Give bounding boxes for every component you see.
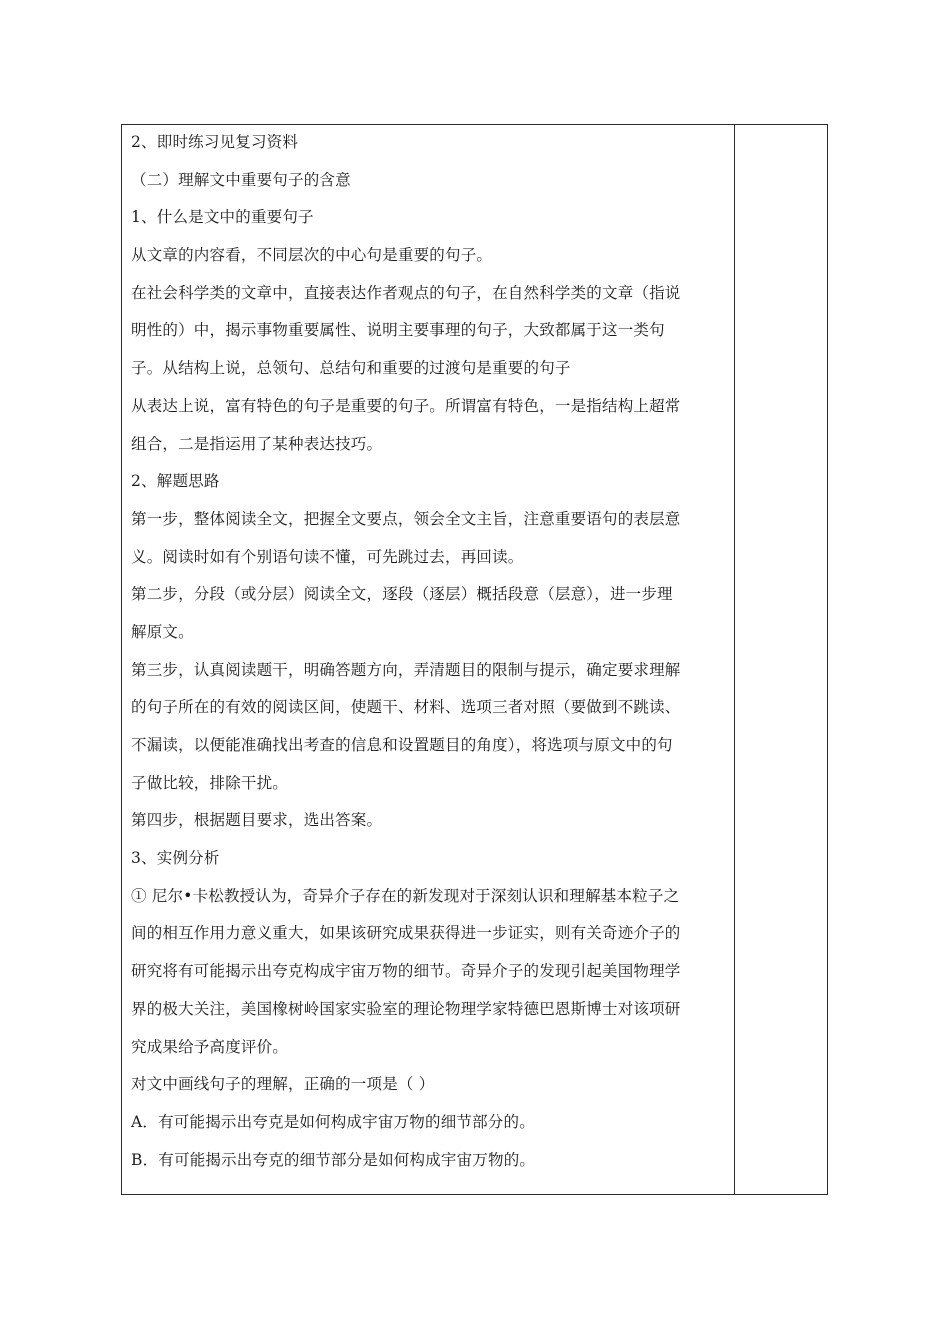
text-line: 从表达上说，富有特色的句子是重要的句子。所谓富有特色，一是指结构上超常 bbox=[131, 396, 681, 415]
text-line: 子做比较，排除干扰。 bbox=[131, 773, 289, 792]
text-line: 间的相互作用力意义重大，如果该研究成果获得进一步证实，则有关奇迹介子的 bbox=[131, 924, 681, 943]
text-line: 究成果给予高度评价。 bbox=[131, 1037, 289, 1056]
text-line: 2、即时练习见复习资料 bbox=[131, 133, 299, 151]
text-line: ① 尼尔•卡松教授认为，奇异介子存在的新发现对于深刻认识和理解基本粒子之 bbox=[131, 886, 680, 905]
text-line: 第一步，整体阅读全文，把握全文要点，领会全文主旨，注意重要语句的表层意 bbox=[131, 509, 681, 528]
main-text-cell bbox=[131, 124, 727, 1179]
subheading: 3、实例分析 bbox=[131, 849, 220, 868]
subheading: 1、什么是文中的重要句子 bbox=[131, 208, 314, 227]
text-line: 第四步，根据题目要求，选出答案。 bbox=[131, 811, 383, 830]
text-line: 子。从结构上说，总领句、总结句和重要的过渡句是重要的句子 bbox=[131, 359, 571, 378]
question-text: 对文中画线句子的理解，正确的一项是（ ） bbox=[131, 1075, 435, 1094]
text-line: 界的极大关注，美国橡树岭国家实验室的理论物理学家特德巴恩斯博士对该项研 bbox=[131, 999, 681, 1018]
option-b: B．有可能揭示出夸克的细节部分是如何构成宇宙万物的。 bbox=[131, 1150, 536, 1169]
right-notes-cell bbox=[735, 125, 827, 1194]
text-line: 明性的）中，揭示事物重要属性、说明主要事理的句子，大致都属于这一类句 bbox=[131, 321, 665, 340]
option-a: A．有可能揭示出夸克是如何构成宇宙万物的细节部分的。 bbox=[131, 1112, 535, 1131]
section-heading: （二）理解文中重要句子的含意 bbox=[131, 170, 351, 189]
text-line: 义。阅读时如有个别语句读不懂，可先跳过去，再回读。 bbox=[131, 547, 524, 566]
text-line: 在社会科学类的文章中，直接表达作者观点的句子，在自然科学类的文章（指说 bbox=[131, 283, 681, 302]
text-line: 组合，二是指运用了某种表达技巧。 bbox=[131, 434, 383, 453]
text-line: 解原文。 bbox=[131, 622, 194, 641]
text-line: 的句子所在的有效的阅读区间，使题干、材料、选项三者对照（要做到不跳读、 bbox=[131, 698, 681, 717]
subheading: 2、解题思路 bbox=[131, 472, 220, 491]
text-line: 从文章的内容看，不同层次的中心句是重要的句子。 bbox=[131, 246, 493, 265]
text-line: 第三步，认真阅读题干，明确答题方向，弄清题目的限制与提示，确定要求理解 bbox=[131, 660, 681, 679]
text-line: 第二步，分段（或分层）阅读全文，逐段（逐层）概括段意（层意），进一步理 bbox=[131, 585, 673, 604]
text-line: 研究将有可能揭示出夸克构成宇宙万物的细节。奇异介子的发现引起美国物理学 bbox=[131, 962, 681, 981]
text-line: 不漏读，以便能准确找出考查的信息和设置题目的角度），将选项与原文中的句 bbox=[131, 736, 673, 754]
